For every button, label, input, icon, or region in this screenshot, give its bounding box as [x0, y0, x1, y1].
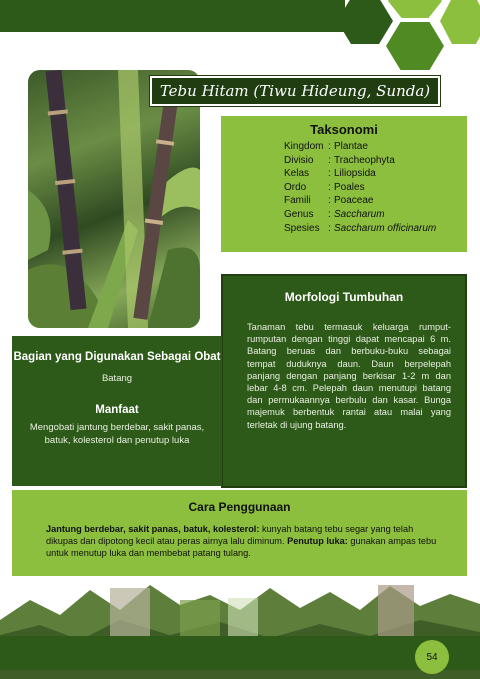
hexagon-decoration: [337, 0, 393, 44]
taxonomy-value: Poaceae: [334, 195, 374, 207]
taxonomy-row: [284, 222, 436, 236]
taxonomy-row: [284, 181, 436, 195]
benefit-heading: Manfaat: [95, 404, 139, 416]
page-number: 54: [415, 640, 449, 674]
usage-part-heading: Bagian yang Digunakan Sebagai Obat: [13, 351, 221, 363]
taxonomy-colon: :: [328, 168, 331, 180]
taxonomy-colon: :: [328, 208, 331, 220]
taxonomy-value: Liliopsida: [334, 168, 376, 180]
usage-part-box: [12, 336, 222, 486]
taxonomy-row: [284, 167, 436, 181]
usage-method-box: [12, 490, 467, 576]
usage-text-1: kunyah batang tebu segar yang telah dikupas dan dipotong kecil atau peras airnya lalu diminum.: [46, 524, 414, 547]
taxonomy-key: Divisio: [284, 154, 314, 166]
usage-method-heading: Cara Penggunaan: [188, 500, 291, 514]
taxonomy-value: Plantae: [334, 141, 368, 152]
taxonomy-row: [284, 194, 436, 208]
taxonomy-row: [284, 154, 436, 168]
hexagon-decoration: [386, 22, 444, 70]
morphology-heading: Morfologi Tumbuhan: [284, 290, 404, 304]
taxonomy-colon: :: [328, 141, 331, 152]
taxonomy-colon: :: [328, 154, 331, 166]
taxonomy-key: Ordo: [284, 181, 307, 193]
usage-label-2: Penutup luka:: [287, 536, 348, 547]
usage-label-1: Jantung berdebar, sakit panas, batuk, kolesterol:: [46, 524, 260, 534]
taxonomy-value: Poales: [334, 181, 365, 193]
top-decorative-bar: [0, 0, 345, 32]
taxonomy-heading: Taksonomi: [310, 122, 378, 137]
taxonomy-key: Genus: [284, 208, 314, 220]
taxonomy-row: [284, 140, 436, 154]
taxonomy-key: Spesies: [284, 222, 320, 234]
taxonomy-value: Tracheophyta: [334, 154, 395, 166]
taxonomy-box: [221, 116, 467, 252]
taxonomy-value: Saccharum: [334, 208, 385, 220]
usage-method-text: [46, 523, 444, 560]
taxonomy-key: Famili: [284, 195, 311, 207]
taxonomy-colon: :: [328, 181, 331, 193]
morphology-box: [221, 274, 467, 488]
usage-part-value: Batang: [101, 373, 133, 384]
hexagon-decoration: [440, 0, 480, 44]
benefit-value: Mengobati jantung berdebar, sakit panas, batuk, kolesterol dan penutup luka: [29, 422, 205, 446]
taxonomy-colon: :: [328, 195, 331, 207]
taxonomy-key: Kelas: [284, 168, 310, 180]
page-title-text: Tebu Hitam (Tiwu Hideung, Sunda): [159, 82, 431, 100]
hexagon-decoration: [388, 0, 442, 18]
taxonomy-value: Saccharum officinarum: [334, 222, 437, 234]
taxonomy-key: Kingdom: [284, 141, 324, 152]
bottom-decorative-bar: [0, 636, 480, 670]
page-title: [150, 76, 440, 106]
morphology-text: Tanaman tebu termasuk keluarga rumput-rumputan dengan tinggi dapat mencapai 6 m. Batang beruas dan berbuku-buku sebagai tempat duduknya daun. Daun berpelepah panjang dengan panjang berkisar 1-2 m dan lebar 4-8 cm. Pelepah daun menutupi batang dan permukaannya berbulu dan kasar. Bunga majemuk berbentuk rantai atau malai yang terletak di ujung batang.: [247, 322, 451, 430]
taxonomy-colon: :: [328, 222, 331, 234]
taxonomy-table: [284, 140, 436, 235]
taxonomy-row: [284, 208, 436, 222]
usage-text-2: gunakan ampas tebu untuk menutup luka dan membebat patang tulang.: [46, 536, 437, 559]
plant-photo: [28, 70, 200, 328]
